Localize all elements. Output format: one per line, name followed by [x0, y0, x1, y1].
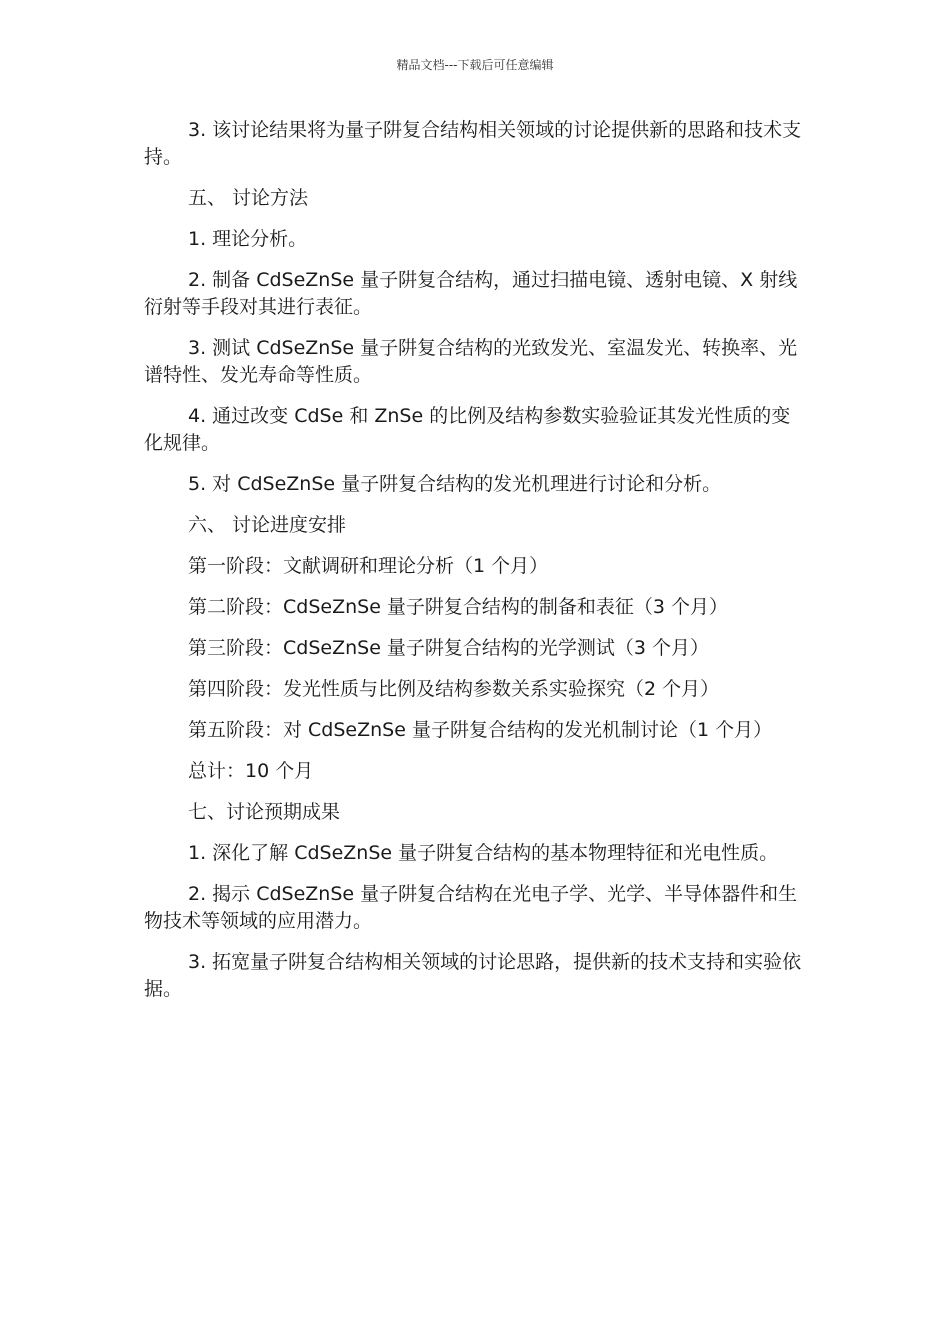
- method-item-2: 2. 制备 CdSeZnSe 量子阱复合结构，通过扫描电镜、透射电镜、X 射线衍射等手段对其进行表征。: [144, 269, 798, 318]
- schedule-total: 总计：10 个月: [188, 760, 314, 782]
- outcome-item-3: 3. 拓宽量子阱复合结构相关领域的讨论思路，提供新的技术支持和实验依据。: [144, 951, 802, 1000]
- method-item-1: 1. 理论分析。: [188, 228, 308, 250]
- method-item-3: 3. 测试 CdSeZnSe 量子阱复合结构的光致发光、室温发光、转换率、光谱特性、发光寿命等性质。: [144, 337, 798, 386]
- schedule-stage-5: 第五阶段：对 CdSeZnSe 量子阱复合结构的发光机制讨论（1 个月）: [188, 719, 773, 741]
- schedule-stage-4: 第四阶段：发光性质与比例及结构参数关系实验探究（2 个月）: [188, 678, 720, 700]
- schedule-stage-3: 第三阶段：CdSeZnSe 量子阱复合结构的光学测试（3 个月）: [188, 637, 710, 659]
- page-header: 精品文档---下载后可任意编辑: [396, 58, 554, 72]
- section-heading-schedule: 六、 讨论进度安排: [188, 514, 347, 536]
- method-item-4: 4. 通过改变 CdSe 和 ZnSe 的比例及结构参数实验验证其发光性质的变化规律。: [144, 405, 791, 454]
- method-item-5: 5. 对 CdSeZnSe 量子阱复合结构的发光机理进行讨论和分析。: [188, 473, 722, 495]
- schedule-stage-1: 第一阶段：文献调研和理论分析（1 个月）: [188, 555, 549, 577]
- paragraph-significance-3: 3. 该讨论结果将为量子阱复合结构相关领域的讨论提供新的思路和技术支持。: [144, 119, 802, 168]
- section-heading-outcomes: 七、讨论预期成果: [188, 801, 341, 823]
- outcome-item-1: 1. 深化了解 CdSeZnSe 量子阱复合结构的基本物理特征和光电性质。: [188, 842, 779, 864]
- section-heading-methods: 五、 讨论方法: [188, 187, 309, 209]
- schedule-stage-2: 第二阶段：CdSeZnSe 量子阱复合结构的制备和表征（3 个月）: [188, 596, 729, 618]
- document-body: [144, 117, 804, 1017]
- outcome-item-2: 2. 揭示 CdSeZnSe 量子阱复合结构在光电子学、光学、半导体器件和生物技术等领域的应用潜力。: [144, 883, 798, 932]
